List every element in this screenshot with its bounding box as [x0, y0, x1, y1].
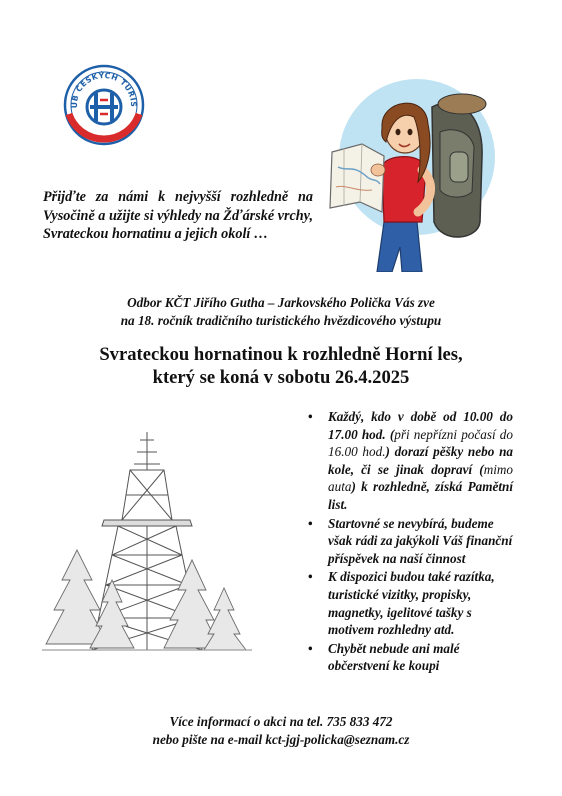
headline-line-1: Svrateckou hornatinou k rozhledně Horní les,	[99, 344, 463, 365]
logo-ring-text: UB ČESKÝCH TURIS	[69, 70, 139, 109]
info-item-1-part-1: Každý, kdo v době od 10.00 do 17.00 hod. (	[328, 409, 513, 442]
info-item-3: K dispozici budou také razítka, turistické vizitky, propisky, magnetky, igelitové tašky s motivem rozhledny atd.	[328, 569, 495, 638]
kct-logo	[63, 64, 145, 146]
list-item	[308, 640, 513, 675]
hiker-girl-illustration	[322, 72, 500, 272]
contact-email-line: nebo pište na e-mail kct-jgj-policka@seznam.cz	[152, 732, 410, 747]
info-item-4: Chybět nebude ani malé občerstvení ke koupi	[328, 640, 460, 674]
invitation-line-1: Odbor KČT Jiřího Gutha – Jarkovského Polička Vás zve	[127, 295, 435, 310]
lookout-tower-illustration	[42, 430, 252, 655]
bullet-marker: •	[308, 640, 313, 656]
info-item-1-part-4: mimo auta	[328, 461, 513, 495]
bullet-marker: •	[308, 569, 313, 585]
list-item	[308, 515, 513, 568]
contact-info	[0, 713, 562, 749]
contact-phone-line: Více informací o akci na tel. 735 833 472	[169, 714, 393, 729]
intro-paragraph: Přijďte za námi k nejvyšší rozhledně na Vysočině a užijte si výhledy na Žďárské vrchy, Svrateckou hornatinu a jejich okolí …	[43, 189, 313, 242]
info-item-2: Startovné se nevybírá, budeme však rádi za jakýkoli Váš finanční příspěvek na naší činnost	[328, 515, 513, 566]
list-item	[308, 408, 513, 514]
info-item-1-part-5: ) k rozhledně, získá Pamětní list.	[328, 479, 513, 512]
event-info-list	[308, 408, 513, 676]
list-item	[308, 568, 513, 638]
info-item-1-part-2: při nepřízni počasí do 16.00 hod.	[328, 426, 513, 460]
info-item-1-part-3: ) dorazí pěšky nebo na kole, či se jinak dopraví (	[328, 444, 513, 477]
invitation-line-2: na 18. ročník tradičního turistického hvězdicového výstupu	[120, 313, 442, 328]
event-headline	[0, 343, 562, 389]
invitation-text	[0, 294, 562, 330]
headline-line-2: který se koná v sobotu 26.4.2025	[152, 367, 410, 388]
bullet-marker: •	[308, 409, 313, 424]
bullet-marker: •	[308, 515, 313, 531]
